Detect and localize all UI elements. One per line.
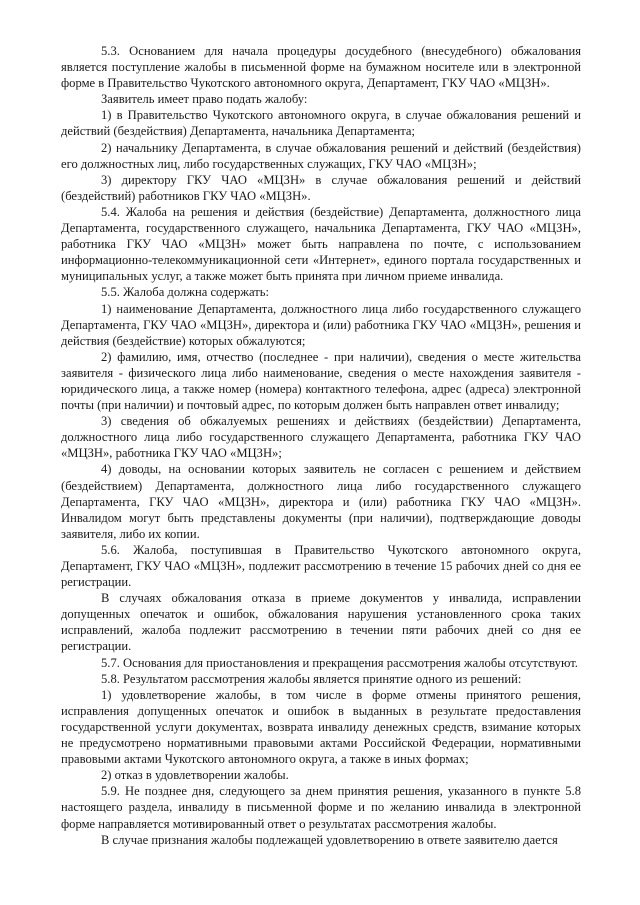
- paragraph-complaint-to-government: 1) в Правительство Чукотского автономного округа, в случае обжалования решений и действий (бездействия) Департамента, начальника Департамента;: [61, 108, 581, 139]
- paragraph-5-5: 5.5. Жалоба должна содержать:: [101, 285, 269, 300]
- paragraph-complaint-to-director: 3) директору ГКУ ЧАО «МЦЗН» в случае обжалования решений и действий (бездействий) работников ГКУ ЧАО «МЦЗН».: [61, 172, 581, 203]
- paragraph-5-8: 5.8. Результатом рассмотрения жалобы является принятие одного из решений:: [101, 671, 522, 686]
- paragraph-complaint-to-head: 2) начальнику Департамента, в случае обжалования решений и действий (бездействия) его должностных лиц, либо государственных служащих, ГКУ ЧАО «МЦЗН»;: [61, 140, 581, 171]
- paragraph-content-item-2: 2) фамилию, имя, отчество (последнее - при наличии), сведения о месте жительства заявителя - физического лица либо наименование, сведения о месте нахождения заявителя - юридического лица, а также номер (номера) контактного телефона, адрес (адреса) электронной почты (при наличии) и почтовый адрес, по которым должен быть направлен ответ инвалиду;: [61, 349, 581, 413]
- paragraph-5-9: 5.9. Не позднее дня, следующего за днем принятия решения, указанного в пункте 5.8 настоящего раздела, инвалиду в письменной форме и по желанию инвалида в электронной форме направляется мотивированный ответ о результатах рассмотрения жалобы.: [61, 784, 581, 831]
- paragraph-5-3: 5.3. Основанием для начала процедуры досудебного (внесудебного) обжалования является поступление жалобы в письменной форме на бумажном носителе или в электронной форме в Правительство Чукотского автономного округа, Департамент, ГКУ ЧАО «МЦЗН».: [61, 44, 581, 91]
- paragraph-content-item-1: 1) наименование Департамента, должностного лица либо государственного служащего Департамента, ГКУ ЧАО «МЦЗН», директора и (или) работника ГКУ ЧАО «МЦЗН», решения и действия (бездействие) которых обжалуются;: [61, 301, 581, 348]
- paragraph-refusal-cases: В случаях обжалования отказа в приеме документов у инвалида, исправлении допущенных опечаток и ошибок, обжалования нарушения установленного срока таких исправлений, жалоба подлежит рассмотрению в течении пяти рабочих дней со дня ее регистрации.: [61, 591, 581, 654]
- paragraph-5-6: 5.6. Жалоба, поступившая в Правительство Чукотского автономного округа, Департамент, ГКУ ЧАО «МЦЗН», подлежит рассмотрению в течение 15 рабочих дней со дня ее регистрации.: [61, 542, 581, 590]
- paragraph-decision-refuse: 2) отказ в удовлетворении жалобы.: [101, 768, 289, 783]
- paragraph-content-item-3: 3) сведения об обжалуемых решениях и действиях (бездействии) Департамента, должностного лица либо государственного служащего Департамента, работника ГКУ ЧАО «МЦЗН», работника ГКУ ЧАО «МЦЗН»;: [61, 414, 581, 461]
- paragraph-right-to-complain: Заявитель имеет право подать жалобу:: [101, 92, 308, 107]
- paragraph-5-7: 5.7. Основания для приостановления и прекращения рассмотрения жалобы отсутствуют.: [101, 655, 578, 670]
- paragraph-content-item-4: 4) доводы, на основании которых заявитель не согласен с решением и действием (бездействием) Департамента, должностного лица либо государственного служащего Департамента, ГКУ ЧАО «МЦЗН», директора и (или) работника ГКУ ЧАО «МЦЗН». Инвалидом могут быть представлены документы (при наличии), подтверждающие доводы заявителя, либо их копии.: [61, 462, 581, 541]
- paragraph-decision-satisfy: 1) удовлетворение жалобы, в том числе в форме отмены принятого решения, исправления допущенных опечаток и ошибок в выданных в результате предоставления государственной услуги документах, возврата инвалиду денежных средств, взимание которых не предусмотрено нормативными правовыми актами Российской Федерации, нормативными правовыми актами Чукотского автономного округа, а также в иных формах;: [61, 687, 581, 767]
- paragraph-satisfaction-case: В случае признания жалобы подлежащей удовлетворению в ответе заявителю дается: [101, 832, 558, 847]
- paragraph-5-4: 5.4. Жалоба на решения и действия (бездействие) Департамента, должностного лица Департамента, государственного служащего, начальника Департамента, ГКУ ЧАО «МЦЗН», работника ГКУ ЧАО «МЦЗН» может быть направлена по почте, с использованием информационно-телекоммуникационной сети «Интернет», единого портала государственных и муниципальных услуг, а также может быть принята при личном приеме инвалида.: [61, 204, 581, 284]
